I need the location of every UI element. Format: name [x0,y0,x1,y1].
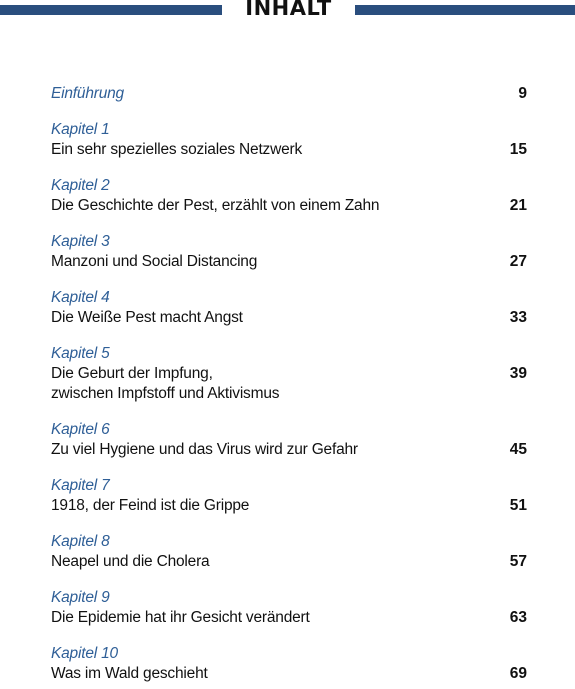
page-number: 15 [509,141,527,158]
entry-title [51,552,209,572]
entry-title [51,364,279,404]
entry-label: Kapitel 3 [51,233,110,250]
entry-title-line: Die Epidemie hat ihr Gesicht verändert [51,609,310,626]
toc-entry[interactable] [51,288,527,328]
entry-title [51,140,302,160]
entry-title [51,196,379,216]
page-number: 33 [509,309,527,326]
page-number: 21 [509,197,527,214]
entry-label: Kapitel 4 [51,289,110,306]
toc-entry[interactable] [51,532,527,572]
entry-label: Kapitel 5 [51,345,110,362]
toc-entry[interactable] [51,420,527,460]
toc-entry[interactable] [51,644,527,684]
entry-title-line: Die Geburt der Impfung, [51,365,213,382]
entry-label: Kapitel 2 [51,177,110,194]
entry-title-line: zwischen Impfstoff und Aktivismus [51,385,280,402]
entry-label: Einführung [51,85,124,102]
toc-entry[interactable] [51,120,527,160]
page-number: 45 [509,441,527,458]
entry-title-line: Ein sehr spezielles soziales Netzwerk [51,141,303,158]
toc-entry[interactable] [51,588,527,628]
entry-title-line: Manzoni und Social Distancing [51,253,258,270]
toc-entry[interactable] [51,232,527,272]
page-title: INHALT [245,0,332,20]
entry-label: Kapitel 10 [51,645,118,662]
entry-label: Kapitel 7 [51,477,110,494]
entry-label: Kapitel 6 [51,421,110,438]
entry-label: Kapitel 8 [51,533,110,550]
entry-title-line: Die Weiße Pest macht Angst [51,309,243,326]
entry-title-line: 1918, der Feind ist die Grippe [51,497,250,514]
table-of-contents [51,84,527,684]
page-number: 39 [509,365,527,382]
entry-title [51,252,257,272]
toc-entry[interactable] [51,176,527,216]
page-number: 63 [509,609,527,626]
toc-entry[interactable] [51,344,527,404]
entry-label: Kapitel 1 [51,121,110,138]
entry-label: Kapitel 9 [51,589,110,606]
header-bar-left [0,5,222,15]
header-bar-right [355,5,575,15]
page-number: 51 [509,497,527,514]
entry-title [51,496,249,516]
entry-title [51,664,208,684]
entry-title-line: Was im Wald geschieht [51,665,208,682]
page-header [0,0,575,26]
entry-title-line: Zu viel Hygiene und das Virus wird zur Gefahr [51,441,358,458]
page-number: 9 [518,85,527,102]
page-number: 27 [509,253,527,270]
page-number: 57 [509,553,527,570]
entry-title [51,440,358,460]
page-number: 69 [509,665,527,682]
toc-entry[interactable] [51,476,527,516]
entry-title-line: Neapel und die Cholera [51,553,210,570]
toc-entry[interactable] [51,84,527,104]
entry-title-line: Die Geschichte der Pest, erzählt von einem Zahn [51,197,380,214]
entry-title [51,308,243,328]
entry-title [51,608,310,628]
